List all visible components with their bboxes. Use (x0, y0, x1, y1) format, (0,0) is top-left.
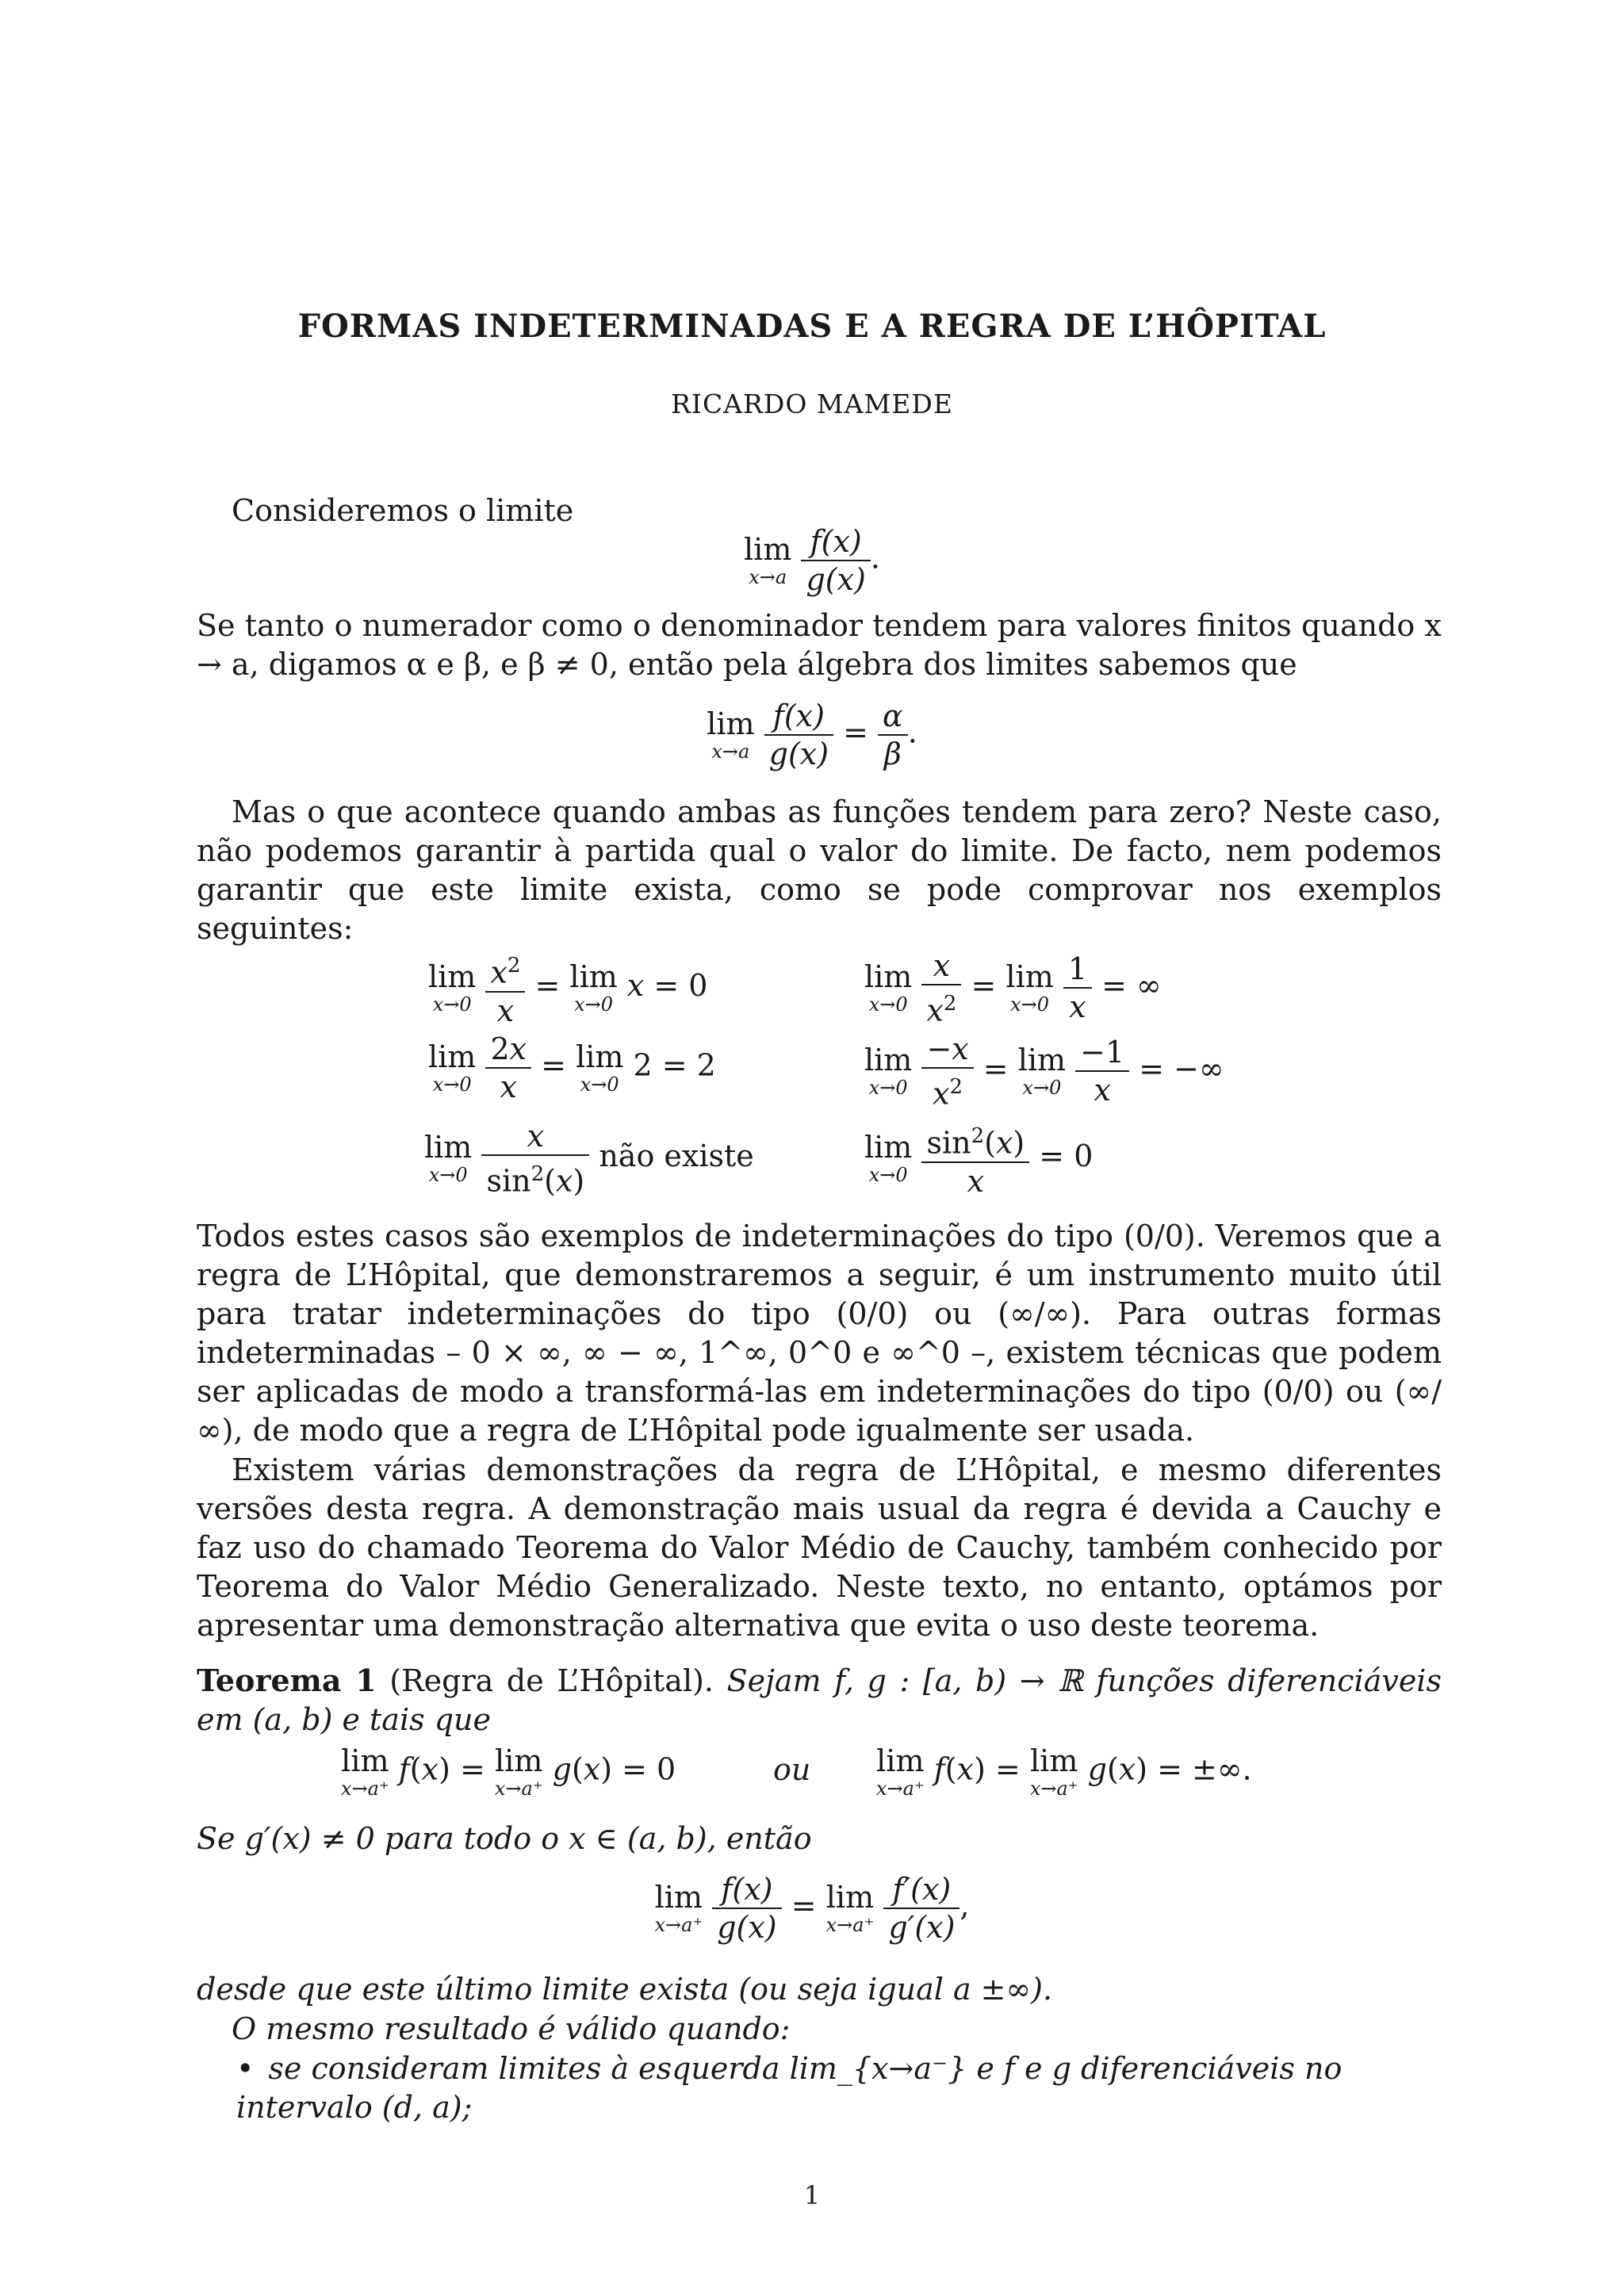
theorem-hypothesis: Sejam f, g : [a, b) → ℝ funções diferenciáveis em (a, b) e tais que (197, 1663, 1442, 1737)
example-5-text: não existe (599, 1138, 754, 1173)
paragraph-4: Todos estes casos são exemplos de indeterminações do tipo (0/0). Veremos que a regra de L’Hôpital, que demonstraremos a seguir, é um instrumento muito útil para tratar indeterminações do tipo (0/0) ou (∞/∞). Para outras formas indeterminadas – 0 × ∞, ∞ − ∞, 1^∞, 0^0 e ∞^0 –, existem técnicas que podem ser aplicadas de modo a transformá-las em indeterminações do tipo (0/0) ou (∞/∞), de modo que a regra de L’Hôpital pode igualmente ser usada. (197, 1219, 1442, 1448)
theorem-label: Teorema 1 (197, 1663, 377, 1698)
equation-limit-alpha-beta: lim x→a $\frac{f(x)}{g(x)}$ = $\frac{\alpha}{\beta}$ . (707, 698, 917, 771)
equation-limit-fg: lim x→a $\frac{f(x)}{g(x)}$ . (744, 524, 880, 597)
bullet-icon: • (236, 2051, 255, 2086)
equation-lhopital: lim x→a⁺ $\frac{f(x)}{g(x)}$ = lim x→a⁺ $\frac{f'(x)}{g'(x)}$ , (654, 1872, 970, 1945)
theorem-condition-infinity: lim x→a⁺ f(x) = lim x→a⁺ g(x) = ±∞. (876, 1743, 1252, 1800)
example-3: lim x→0 $\frac{2x}{x}$ = lim x→0 2 = 2 (428, 1031, 716, 1104)
example-4: lim x→0 $\frac{-x}{x^2}$ = lim x→0 $\frac{-1}{x}$ = −∞ (864, 1031, 1224, 1112)
example-1: lim x→0 $\frac{x^2}{x}$ = lim x→0 x = 0 (428, 947, 707, 1029)
example-2: lim x→0 $\frac{x}{x^2}$ = lim x→0 $\frac{1}{x}$ = ∞ (864, 948, 1162, 1028)
theorem-same-result: O mesmo resultado é válido quando: (232, 2011, 791, 2046)
theorem-conclusion: desde que este último limite exista (ou seja igual a ±∞). (197, 1972, 1053, 2007)
theorem-condition-zero: lim x→a⁺ f(x) = lim x→a⁺ g(x) = 0 (341, 1743, 676, 1800)
paragraph-5: Existem várias demonstrações da regra de L’Hôpital, e mesmo diferentes versões desta regra. A demonstração mais usual da regra é devida a Cauchy e faz uso do chamado Teorema do Valor Médio de Cauchy, também conhecido por Teorema do Valor Médio Generalizado. Neste texto, no entanto, optámos por apresentar uma demonstração alternativa que evita o uso deste teorema. (197, 1452, 1442, 1643)
paragraph-1: Consideremos o limite (232, 493, 574, 528)
author: RICARDO MAMEDE (671, 388, 953, 419)
theorem-1 (197, 1661, 1442, 1739)
theorem-ou: ou (773, 1752, 811, 1787)
bullet-item-1: se consideram limites à esquerda lim_{x→a⁻} e f e g diferenciáveis no intervalo (d, a); (236, 2051, 1342, 2125)
bullet-list (236, 2049, 1442, 2127)
theorem-name: (Regra de L’Hôpital). (389, 1663, 714, 1698)
theorem-condition-gprime: Se g′(x) ≠ 0 para todo o x ∈ (a, b), então (197, 1821, 812, 1856)
paragraph-2: Se tanto o numerador como o denominador tendem para valores finitos quando x → a, digamos α e β, e β ≠ 0, então pela álgebra dos limites sabemos que (197, 608, 1442, 682)
page-number: 1 (803, 2180, 821, 2210)
example-6: lim x→0 $\frac{\sin^2(x)}{x}$ = 0 (864, 1118, 1093, 1200)
example-5: lim x→0 $\frac{x}{\sin^2(x)}$ não existe (424, 1119, 754, 1199)
paper-title: FORMAS INDETERMINADAS E A REGRA DE L’HÔPITAL (297, 308, 1327, 345)
paragraph-3: Mas o que acontece quando ambas as funções tendem para zero? Neste caso, não podemos garantir à partida qual o valor do limite. De facto, nem podemos garantir que este limite exista, como se pode comprovar nos exemplos seguintes: (197, 794, 1442, 946)
